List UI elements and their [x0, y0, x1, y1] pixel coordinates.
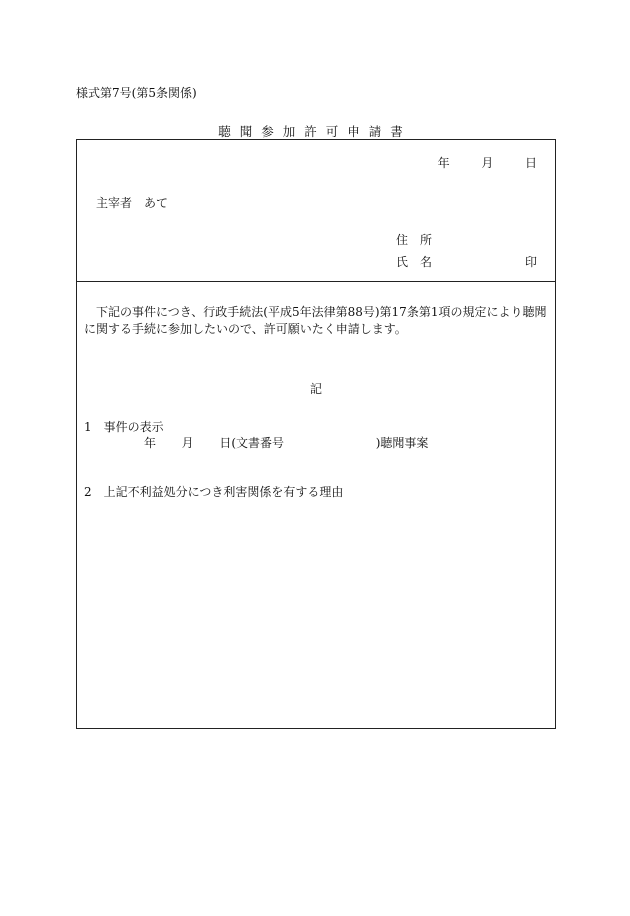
seal-mark: 印: [524, 255, 537, 269]
ki-heading: 記: [309, 382, 322, 396]
name-label: 氏 名: [396, 255, 433, 269]
item1-day-doc-label: 日(文書番号: [219, 436, 285, 450]
application-body-text: 下記の事件につき、行政手続法(平成5年法律第88号)第17条第1項の規定により聴聞に関する手続に参加したいので、許可願いたく申請します。: [84, 305, 547, 336]
item1-year-label: 年: [144, 436, 157, 450]
item1-case-suffix: )聴聞事案: [375, 436, 429, 450]
item2-label: 2 上記不利益処分につき利害関係を有する理由: [84, 485, 344, 499]
item1-label: 1 事件の表示: [84, 420, 164, 434]
date-line: [438, 154, 537, 171]
date-month-label: 月: [481, 156, 494, 170]
application-form-frame: [76, 139, 556, 729]
form-title: 聴聞参加許可申請書: [218, 124, 412, 139]
form-number: 様式第7号(第5条関係): [76, 86, 197, 100]
date-day-label: 日: [524, 156, 537, 170]
addressee: 主宰者 あて: [96, 196, 169, 210]
header-divider: [77, 281, 555, 282]
address-label: 住 所: [396, 233, 433, 247]
item1-month-label: 月: [181, 436, 194, 450]
item1-case-detail: [144, 434, 428, 451]
date-year-label: 年: [437, 156, 450, 170]
